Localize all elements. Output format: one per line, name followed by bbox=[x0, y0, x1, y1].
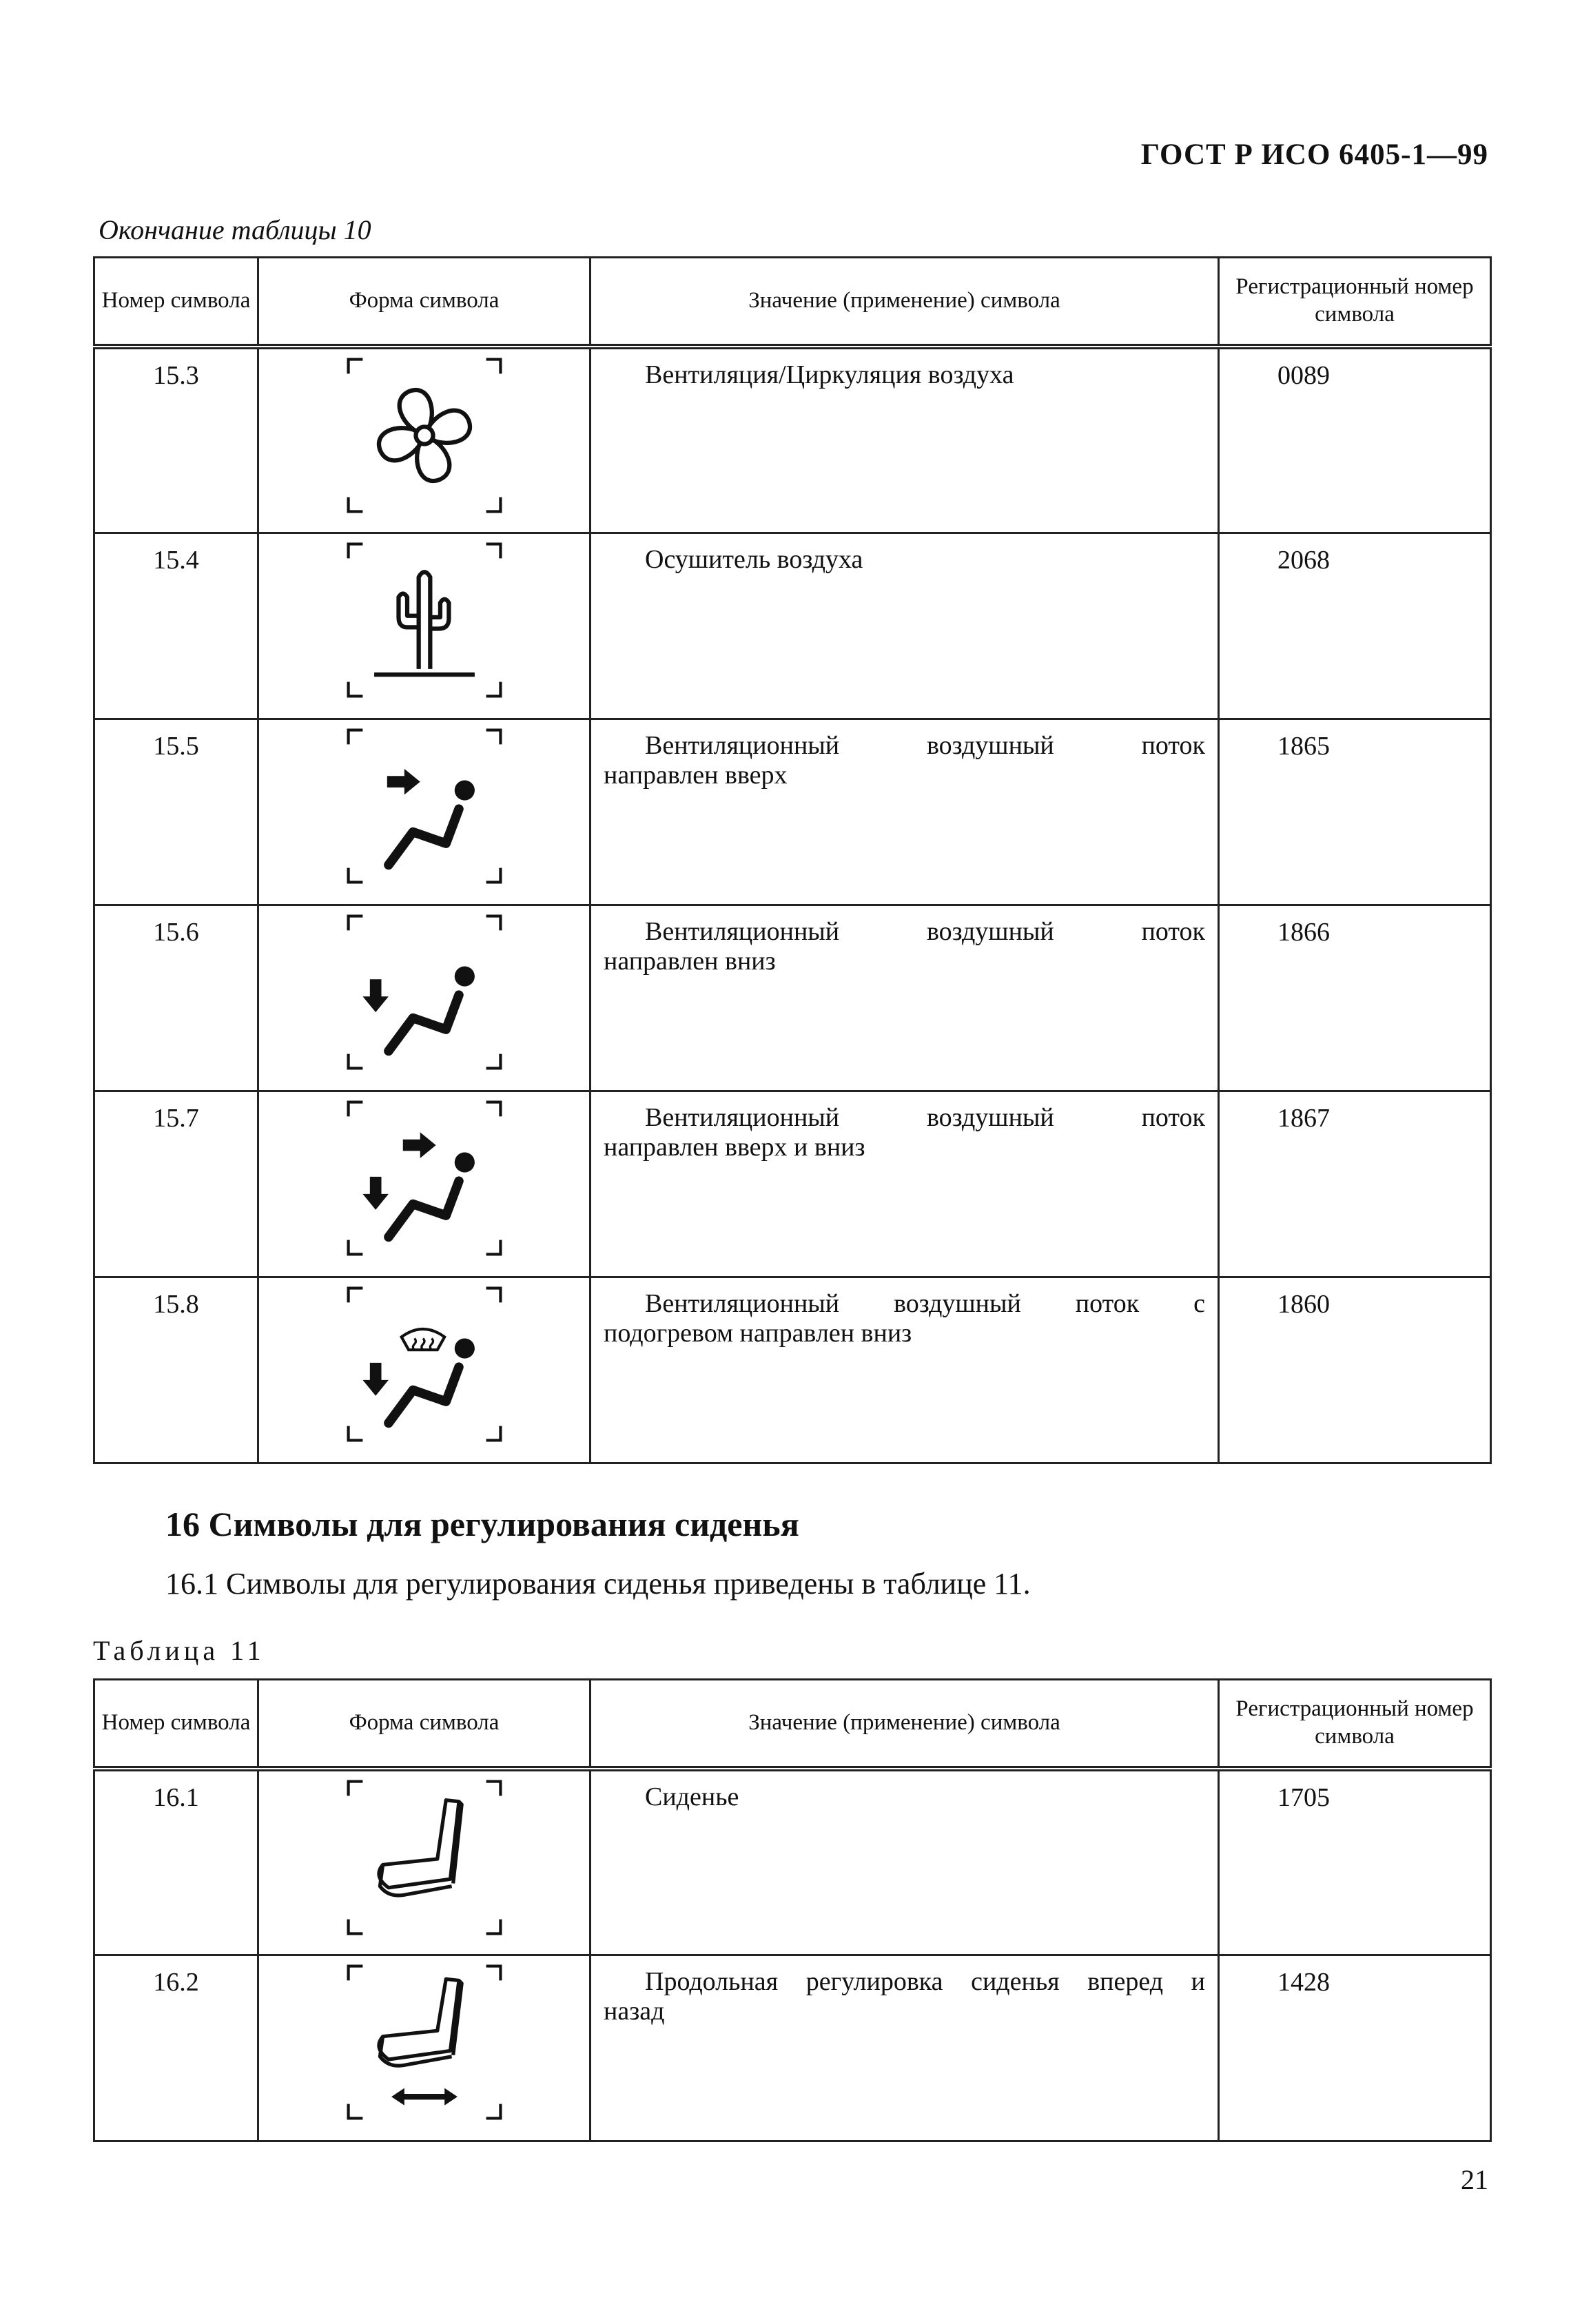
symbol-number: 16.2 bbox=[94, 1955, 258, 2141]
table-row bbox=[94, 1769, 1491, 1955]
col-header-reg: Регистрационный номер символа bbox=[1219, 258, 1491, 347]
symbol-number: 15.7 bbox=[94, 1091, 258, 1277]
col-header-meaning: Значение (применение) символа bbox=[591, 258, 1219, 347]
airflow-up-down-icon bbox=[259, 1092, 589, 1264]
symbol-number: 15.5 bbox=[94, 719, 258, 905]
meaning-line: направлен вверх и вниз bbox=[604, 1133, 865, 1162]
meaning-line: Продольная регулировка сиденья вперед и bbox=[645, 1966, 1205, 1996]
registration-number: 1860 bbox=[1219, 1277, 1491, 1463]
symbol-meaning bbox=[591, 905, 1219, 1091]
meaning-line: Сиденье bbox=[645, 1782, 739, 1811]
table-header-row bbox=[94, 258, 1491, 347]
seat-fore-aft-icon bbox=[259, 1956, 589, 2128]
table-10-caption: Окончание таблицы 10 bbox=[99, 214, 371, 245]
heated-airflow-down-icon bbox=[259, 1278, 589, 1450]
table-11-caption: Таблица 11 bbox=[93, 1635, 265, 1666]
symbol-number: 15.4 bbox=[94, 533, 258, 719]
col-header-number: Номер символа bbox=[94, 1680, 258, 1769]
symbol-cell bbox=[258, 347, 591, 533]
symbol-cell bbox=[258, 1769, 591, 1955]
section-title: 16 Символы для регулирования сиденья bbox=[165, 1505, 799, 1543]
symbol-meaning bbox=[591, 533, 1219, 719]
registration-number: 1705 bbox=[1219, 1769, 1491, 1955]
meaning-line: направлен вниз bbox=[604, 947, 776, 976]
registration-number: 1866 bbox=[1219, 905, 1491, 1091]
symbol-number: 16.1 bbox=[94, 1769, 258, 1955]
symbol-meaning bbox=[591, 347, 1219, 533]
table-row bbox=[94, 1091, 1491, 1277]
symbol-cell bbox=[258, 1955, 591, 2141]
meaning-line: Вентиляционный воздушный поток bbox=[645, 916, 1205, 946]
meaning-line: подогревом направлен вниз bbox=[604, 1319, 912, 1348]
table-row bbox=[94, 719, 1491, 905]
page-number: 21 bbox=[1461, 2164, 1488, 2195]
fan-icon bbox=[259, 349, 589, 522]
col-header-meaning: Значение (применение) символа bbox=[591, 1680, 1219, 1769]
col-header-reg: Регистрационный номер символа bbox=[1219, 1680, 1491, 1769]
table-header-row bbox=[94, 1680, 1491, 1769]
cactus-icon bbox=[259, 534, 589, 706]
registration-number: 2068 bbox=[1219, 533, 1491, 719]
registration-number: 1428 bbox=[1219, 1955, 1491, 2141]
meaning-line: направлен вверх bbox=[604, 761, 788, 790]
symbol-meaning bbox=[591, 1091, 1219, 1277]
meaning-line: Вентиляция/Циркуляция воздуха bbox=[645, 360, 1014, 389]
col-header-symbol: Форма символа bbox=[258, 1680, 591, 1769]
table-10 bbox=[93, 256, 1492, 1464]
symbol-meaning bbox=[591, 1769, 1219, 1955]
meaning-line: Вентиляционный воздушный поток bbox=[645, 730, 1205, 760]
symbol-cell bbox=[258, 533, 591, 719]
symbol-cell bbox=[258, 1091, 591, 1277]
meaning-line: Вентиляционный воздушный поток bbox=[645, 1102, 1205, 1132]
symbol-cell bbox=[258, 719, 591, 905]
col-header-symbol: Форма символа bbox=[258, 258, 591, 347]
table-row bbox=[94, 347, 1491, 533]
meaning-line: назад bbox=[604, 1997, 665, 2026]
symbol-number: 15.8 bbox=[94, 1277, 258, 1463]
standard-designation: ГОСТ Р ИСО 6405-1—99 bbox=[1140, 138, 1488, 171]
table-row bbox=[94, 905, 1491, 1091]
symbol-meaning bbox=[591, 719, 1219, 905]
registration-number: 1865 bbox=[1219, 719, 1491, 905]
seat-icon bbox=[259, 1771, 589, 1944]
airflow-down-icon bbox=[259, 906, 589, 1078]
airflow-up-icon bbox=[259, 720, 589, 892]
symbol-meaning bbox=[591, 1277, 1219, 1463]
table-row bbox=[94, 533, 1491, 719]
registration-number: 1867 bbox=[1219, 1091, 1491, 1277]
table-11 bbox=[93, 1678, 1492, 2142]
symbol-meaning bbox=[591, 1955, 1219, 2141]
col-header-number: Номер символа bbox=[94, 258, 258, 347]
table-row bbox=[94, 1277, 1491, 1463]
symbol-cell bbox=[258, 905, 591, 1091]
meaning-line: Вентиляционный воздушный поток с bbox=[645, 1288, 1205, 1318]
symbol-cell bbox=[258, 1277, 591, 1463]
registration-number: 0089 bbox=[1219, 347, 1491, 533]
table-row bbox=[94, 1955, 1491, 2141]
meaning-line: Осушитель воздуха bbox=[645, 544, 863, 574]
symbol-number: 15.3 bbox=[94, 347, 258, 533]
section-paragraph: 16.1 Символы для регулирования сиденья приведены в таблице 11. bbox=[165, 1567, 1031, 1601]
symbol-number: 15.6 bbox=[94, 905, 258, 1091]
